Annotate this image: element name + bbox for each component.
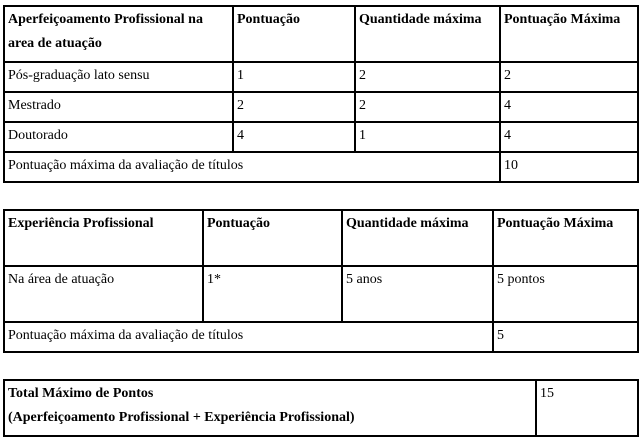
header-cell: Pontuação xyxy=(233,6,355,62)
table-cell: 4 xyxy=(500,122,638,152)
subtotal-row xyxy=(4,152,638,182)
subtotal-value: 10 xyxy=(500,152,638,182)
table-cell: 2 xyxy=(500,62,638,92)
table-cell: 5 anos xyxy=(342,266,493,322)
table-row xyxy=(4,266,638,322)
table-cell: 2 xyxy=(233,92,355,122)
total-label-line1: Total Máximo de Pontos xyxy=(8,386,154,401)
total-label-line2: (Aperfeiçoamento Profissional + Experiência Profissional) xyxy=(8,410,355,425)
table-row xyxy=(4,92,638,122)
total-value: 15 xyxy=(536,380,638,436)
table-cell: 2 xyxy=(355,62,500,92)
table-cell: Doutorado xyxy=(4,122,233,152)
header-cell: Pontuação Máxima xyxy=(493,210,638,266)
table-cell: Na área de atuação xyxy=(4,266,203,322)
table-row xyxy=(4,122,638,152)
subtotal-row xyxy=(4,322,638,352)
table-cell: 5 pontos xyxy=(493,266,638,322)
subtotal-value: 5 xyxy=(493,322,638,352)
table-cell: 1 xyxy=(355,122,500,152)
table-row xyxy=(4,62,638,92)
table-cell: 4 xyxy=(233,122,355,152)
table-header-row xyxy=(4,6,638,62)
total-label xyxy=(4,380,536,436)
table-cell: 1* xyxy=(203,266,342,322)
table-cell: 2 xyxy=(355,92,500,122)
subtotal-label: Pontuação máxima da avaliação de títulos xyxy=(4,152,500,182)
table-header-row xyxy=(4,210,638,266)
table-cell: Pós-graduação lato sensu xyxy=(4,62,233,92)
table-cell: 1 xyxy=(233,62,355,92)
header-cell: Experiência Profissional xyxy=(4,210,203,266)
aperfeicoamento-table xyxy=(3,5,639,183)
header-cell: Pontuação Máxima xyxy=(500,6,638,62)
total-table xyxy=(3,379,639,437)
header-cell: Aperfeiçoamento Profissional na area de atuação xyxy=(4,6,233,62)
header-cell: Quantidade máxima xyxy=(342,210,493,266)
table-cell: 4 xyxy=(500,92,638,122)
header-cell: Quantidade máxima xyxy=(355,6,500,62)
experiencia-table xyxy=(3,209,639,353)
table-cell: Mestrado xyxy=(4,92,233,122)
subtotal-label: Pontuação máxima da avaliação de títulos xyxy=(4,322,493,352)
header-cell: Pontuação xyxy=(203,210,342,266)
total-row xyxy=(4,380,638,436)
